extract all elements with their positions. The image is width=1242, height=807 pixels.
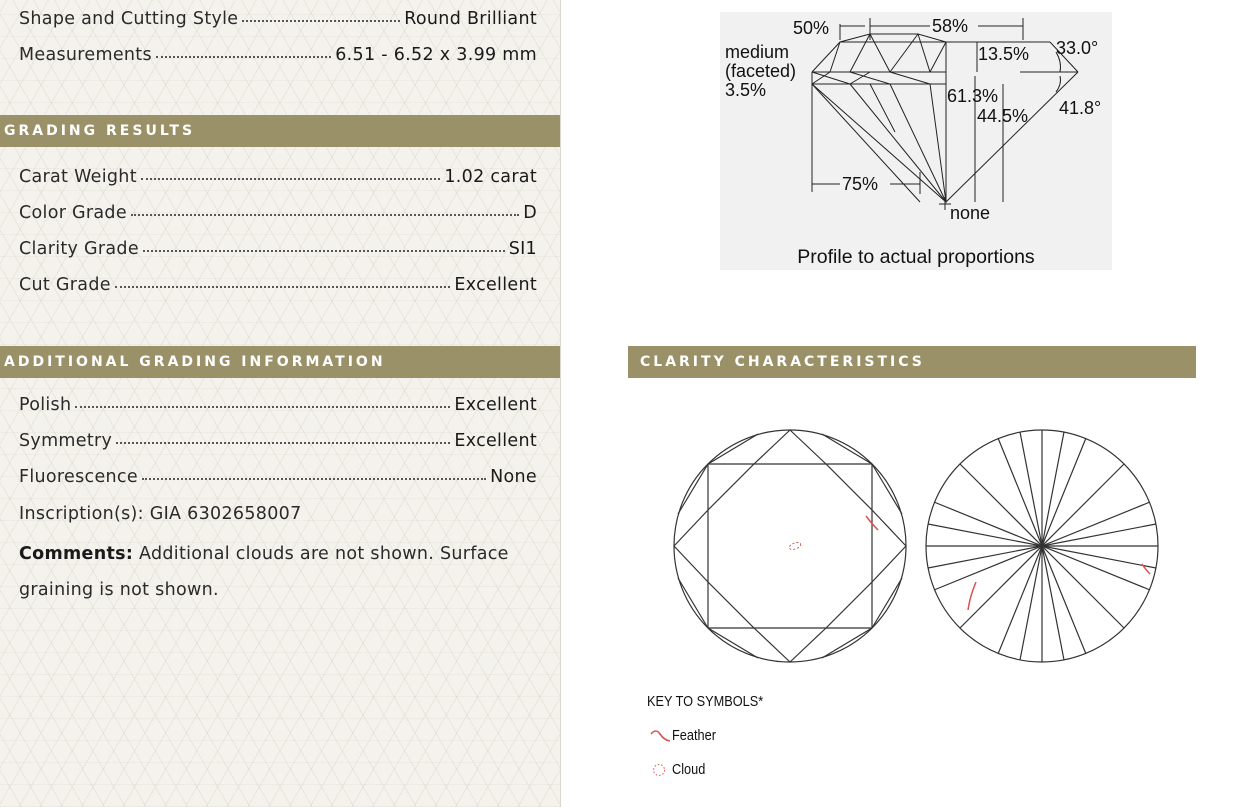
inscription-text: Inscription(s): GIA 6302658007 — [19, 504, 302, 524]
pavilion-angle-label: 41.8° — [1059, 98, 1102, 118]
row-value: Excellent — [454, 275, 537, 295]
profile-svg — [720, 12, 1112, 270]
crown-height-label: 13.5% — [978, 44, 1030, 64]
symmetry-row — [19, 430, 537, 458]
leader-dots — [142, 464, 486, 480]
polish-row — [19, 394, 537, 422]
row-value: Excellent — [454, 395, 537, 415]
feather-inclusion-mark — [968, 582, 976, 610]
girdle-text-2: (faceted) — [725, 61, 797, 81]
row-value: None — [490, 467, 537, 487]
grading-results-header: GRADING RESULTS — [0, 115, 560, 147]
row-value: Excellent — [454, 431, 537, 451]
row-value: Round Brilliant — [404, 9, 537, 29]
row-label: Clarity Grade — [19, 239, 139, 259]
star-pct-label: 50% — [793, 18, 830, 38]
lower-half-label: 75% — [842, 174, 879, 194]
culet-label: none — [950, 203, 991, 223]
total-depth-label: 61.3% — [947, 86, 999, 106]
key-item-cloud — [650, 761, 711, 778]
crown-angle-label: 33.0° — [1056, 38, 1099, 58]
leader-dots — [131, 200, 519, 216]
clarity-plot-diagrams — [668, 424, 1168, 668]
row-label: Color Grade — [19, 203, 127, 223]
carat-row — [19, 166, 537, 194]
row-label: Measurements — [19, 45, 152, 65]
cloud-inclusion-mark — [788, 541, 801, 551]
key-item-feather — [650, 727, 724, 744]
leader-dots — [242, 6, 400, 22]
row-label: Fluorescence — [19, 467, 138, 487]
row-label: Carat Weight — [19, 167, 137, 187]
additional-info-header: ADDITIONAL GRADING INFORMATION — [0, 346, 560, 378]
comments-block — [19, 536, 519, 608]
leader-dots — [156, 42, 331, 58]
leader-dots — [143, 236, 505, 252]
row-label: Symmetry — [19, 431, 113, 451]
comments-text: Additional clouds are not shown. Surface graining is not shown. — [19, 544, 509, 600]
shape-row — [19, 8, 537, 36]
cloud-icon — [650, 762, 672, 778]
key-item-label: Feather — [672, 727, 716, 744]
pavilion-depth-label: 44.5% — [977, 106, 1029, 126]
row-value: D — [523, 203, 537, 223]
comments-label: Comments: — [19, 544, 134, 564]
leader-dots — [115, 272, 451, 288]
pavilion-plot — [926, 430, 1158, 662]
key-item-label: Cloud — [672, 761, 706, 778]
cut-row — [19, 274, 537, 302]
profile-caption: Profile to actual proportions — [797, 246, 1035, 268]
girdle-pct-label: 3.5% — [725, 80, 767, 100]
row-value: 1.02 carat — [444, 167, 537, 187]
leader-dots — [75, 392, 450, 408]
clarity-row — [19, 238, 537, 266]
key-to-symbols-title: KEY TO SYMBOLS* — [647, 693, 764, 710]
row-label: Polish — [19, 395, 72, 415]
row-label: Shape and Cutting Style — [19, 9, 239, 29]
fluorescence-row — [19, 466, 537, 494]
row-value: SI1 — [508, 239, 537, 259]
row-label: Cut Grade — [19, 275, 111, 295]
profile-diagram — [720, 12, 1112, 270]
color-row — [19, 202, 537, 230]
row-value: 6.51 - 6.52 x 3.99 mm — [335, 45, 537, 65]
clarity-characteristics-header: CLARITY CHARACTERISTICS — [628, 346, 1196, 378]
measurements-row — [19, 44, 537, 72]
feather-icon — [650, 728, 672, 744]
girdle-text-1: medium — [725, 42, 790, 62]
leader-dots — [116, 428, 450, 444]
leader-dots — [141, 164, 440, 180]
table-pct-label: 58% — [932, 16, 969, 36]
